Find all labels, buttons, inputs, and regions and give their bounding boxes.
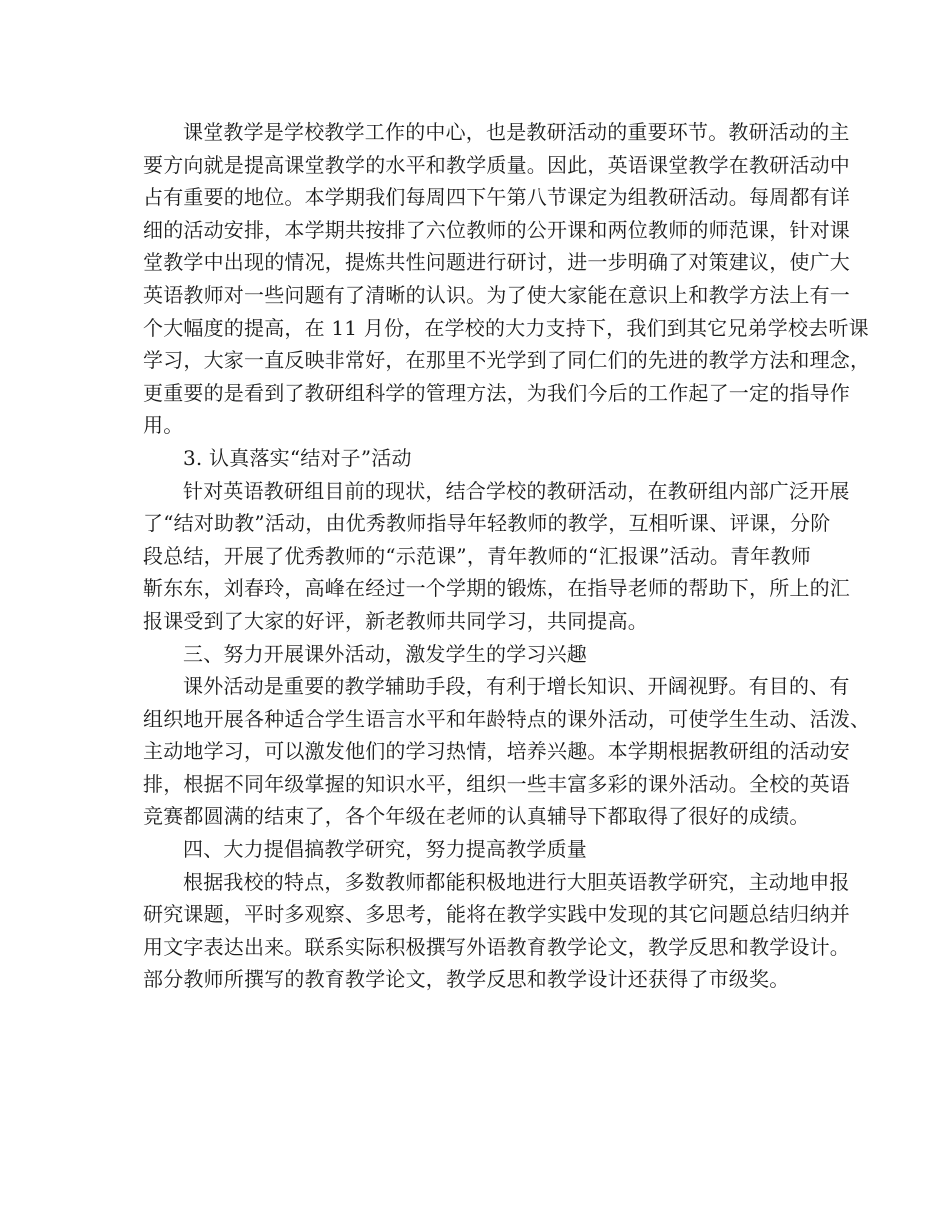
text-line: 主动地学习，可以激发他们的学习热情，培养兴趣。本学期根据教研组的活动安 xyxy=(143,739,850,764)
text-line: 堂教学中出现的情况，提炼共性问题进行研讨，进一步明确了对策建议，使广大 xyxy=(143,250,850,275)
text-line: 学习，大家一直反映非常好，在那里不光学到了同仁们的先进的教学方法和理念， xyxy=(143,348,871,373)
text-line: 研究课题，平时多观察、多思考，能将在教学实践中发现的其它问题总结归纳并 xyxy=(143,902,850,927)
document-body xyxy=(143,116,871,996)
section-heading: 三、努力开展课外活动，激发学生的学习兴趣 xyxy=(183,641,587,666)
text-line: 排，根据不同年级掌握的知识水平，组织一些丰富多彩的课外活动。全校的英语 xyxy=(143,771,850,796)
text-line: 个大幅度的提高，在 11 月份，在学校的大力支持下，我们到其它兄弟学校去听课 xyxy=(143,315,869,340)
text-line: 要方向就是提高课堂教学的水平和教学质量。因此，英语课堂教学在教研活动中 xyxy=(143,152,850,177)
section-heading: 3. 认真落实“结对子”活动 xyxy=(183,445,412,470)
text-line: 组织地开展各种适合学生语言水平和年龄特点的课外活动，可使学生生动、活泼、 xyxy=(143,706,871,731)
text-line: 细的活动安排，本学期共按排了六位教师的公开课和两位教师的师范课，针对课 xyxy=(143,217,850,242)
text-line: 段总结，开展了优秀教师的“示范课”，青年教师的“汇报课”活动。青年教师 xyxy=(143,543,811,568)
text-line: 根据我校的特点，多数教师都能积极地进行大胆英语教学研究，主动地申报 xyxy=(183,869,850,894)
section-heading: 四、大力提倡搞教学研究，努力提高教学质量 xyxy=(183,837,587,862)
text-line: 课外活动是重要的教学辅助手段，有利于增长知识、开阔视野。有目的、有 xyxy=(183,674,850,699)
text-line: 部分教师所撰写的教育教学论文，教学反思和教学设计还获得了市级奖。 xyxy=(143,967,790,992)
text-line: 课堂教学是学校教学工作的中心，也是教研活动的重要环节。教研活动的主 xyxy=(183,120,850,144)
text-line: 用文字表达出来。联系实际积极撰写外语教育教学论文，教学反思和教学设计。 xyxy=(143,934,850,959)
text-line: 针对英语教研组目前的现状，结合学校的教研活动，在教研组内部广泛开展 xyxy=(183,478,850,503)
text-line: 了“结对助教”活动，由优秀教师指导年轻教师的教学，互相听课、评课，分阶 xyxy=(143,511,831,536)
text-line: 竞赛都圆满的结束了，各个年级在老师的认真辅导下都取得了很好的成绩。 xyxy=(143,804,810,829)
text-line: 靳东东，刘春玲，高峰在经过一个学期的锻炼，在指导老师的帮助下，所上的汇 xyxy=(143,576,850,601)
text-line: 英语教师对一些问题有了清晰的认识。为了使大家能在意识上和教学方法上有一 xyxy=(143,282,850,307)
text-line: 更重要的是看到了教研组科学的管理方法，为我们今后的工作起了一定的指导作 xyxy=(143,380,850,405)
text-line: 占有重要的地位。本学期我们每周四下午第八节课定为组教研活动。每周都有详 xyxy=(143,185,850,210)
text-line: 用。 xyxy=(143,413,184,438)
text-line: 报课受到了大家的好评，新老教师共同学习，共同提高。 xyxy=(143,608,648,633)
